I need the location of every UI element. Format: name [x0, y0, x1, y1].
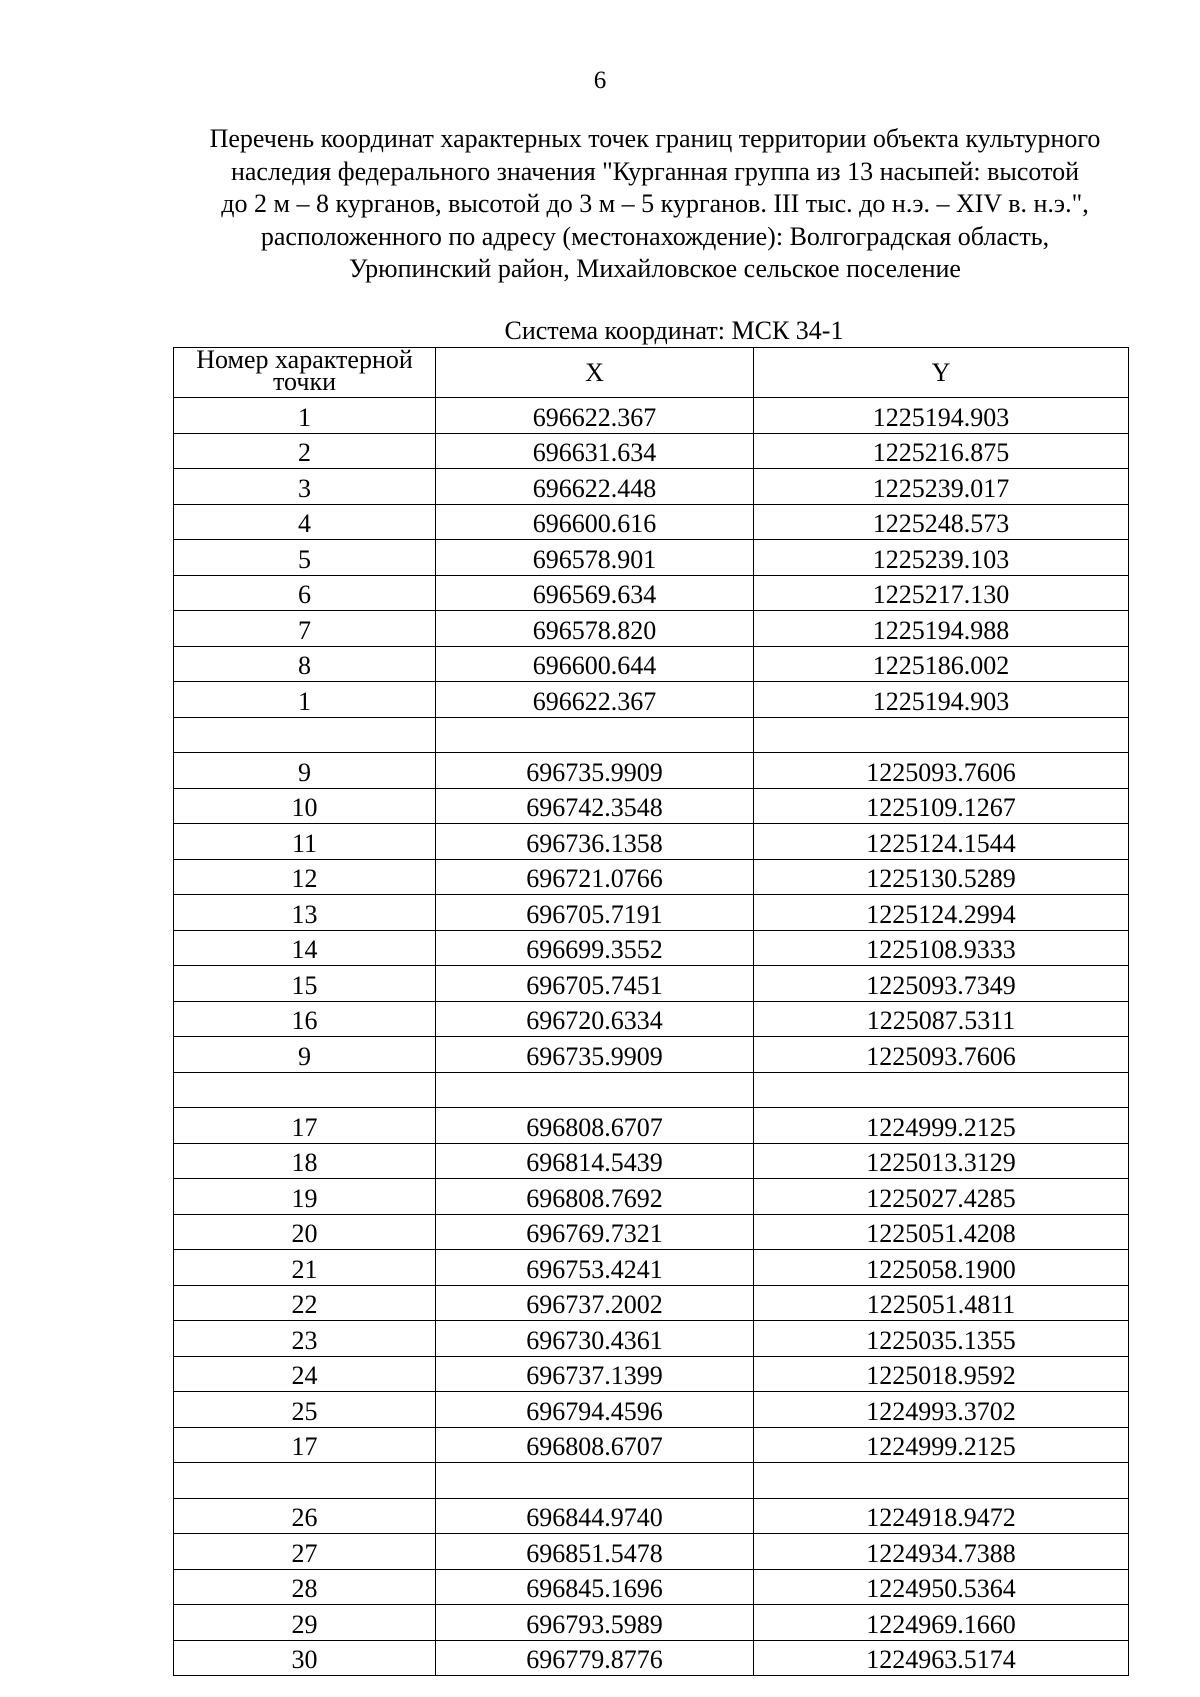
title-line: Перечень координат характерных точек границ территории объекта культурного [209, 124, 1101, 153]
cell-x: 696622.367 [436, 398, 754, 434]
cell-point-number: 6 [174, 575, 436, 611]
table-row [174, 1463, 1129, 1499]
cell-y: 1225124.1544 [754, 824, 1129, 860]
cell-point-number: 14 [174, 930, 436, 966]
cell-y [754, 1463, 1129, 1499]
cell-point-number: 12 [174, 859, 436, 895]
cell-x: 696622.448 [436, 469, 754, 505]
cell-point-number: 21 [174, 1250, 436, 1286]
table-row [174, 717, 1129, 753]
cell-x: 696569.634 [436, 575, 754, 611]
cell-point-number: 18 [174, 1143, 436, 1179]
cell-y: 1225239.017 [754, 469, 1129, 505]
table-row [174, 788, 1129, 824]
table-row [174, 575, 1129, 611]
cell-point-number: 5 [174, 540, 436, 576]
table-row [174, 398, 1129, 434]
document-title [155, 123, 1155, 286]
table-row [174, 433, 1129, 469]
cell-x: 696699.3552 [436, 930, 754, 966]
cell-point-number: 1 [174, 398, 436, 434]
table-row [174, 753, 1129, 789]
table-header-row [174, 348, 1129, 398]
cell-x: 696794.4596 [436, 1392, 754, 1428]
cell-y: 1224999.2125 [754, 1108, 1129, 1144]
cell-point-number: 7 [174, 611, 436, 647]
cell-x: 696737.2002 [436, 1285, 754, 1321]
table-row [174, 1143, 1129, 1179]
cell-point-number: 8 [174, 646, 436, 682]
cell-point-number [174, 1463, 436, 1499]
cell-x: 696808.6707 [436, 1427, 754, 1463]
cell-y: 1225035.1355 [754, 1321, 1129, 1357]
table-row [174, 1285, 1129, 1321]
cell-x [436, 1463, 754, 1499]
header-point-number-line1: Номер характерной [196, 347, 413, 374]
cell-point-number: 27 [174, 1534, 436, 1570]
table-row [174, 859, 1129, 895]
table-row [174, 1072, 1129, 1108]
cell-x: 696737.1399 [436, 1356, 754, 1392]
cell-x: 696622.367 [436, 682, 754, 718]
cell-x: 696808.7692 [436, 1179, 754, 1215]
cell-x: 696735.9909 [436, 1037, 754, 1073]
cell-point-number: 2 [174, 433, 436, 469]
cell-y [754, 717, 1129, 753]
cell-point-number: 24 [174, 1356, 436, 1392]
table-row [174, 682, 1129, 718]
table-row [174, 1321, 1129, 1357]
cell-x: 696844.9740 [436, 1498, 754, 1534]
cell-y: 1225194.903 [754, 398, 1129, 434]
table-row [174, 966, 1129, 1002]
cell-x: 696814.5439 [436, 1143, 754, 1179]
cell-point-number: 22 [174, 1285, 436, 1321]
cell-point-number: 30 [174, 1640, 436, 1676]
cell-x: 696705.7191 [436, 895, 754, 931]
table-row [174, 611, 1129, 647]
cell-point-number: 26 [174, 1498, 436, 1534]
cell-x: 696600.616 [436, 504, 754, 540]
cell-y: 1225130.5289 [754, 859, 1129, 895]
cell-point-number: 15 [174, 966, 436, 1002]
cell-y: 1225194.988 [754, 611, 1129, 647]
title-line: Урюпинский район, Михайловское сельское поселение [349, 254, 961, 283]
table-row [174, 1108, 1129, 1144]
cell-x: 696721.0766 [436, 859, 754, 895]
title-line: до 2 м – 8 курганов, высотой до 3 м – 5 курганов. III тыс. до н.э. – XIV в. н.э.", [221, 189, 1089, 218]
cell-y: 1224969.1660 [754, 1605, 1129, 1641]
cell-y: 1225087.5311 [754, 1001, 1129, 1037]
cell-x [436, 1072, 754, 1108]
cell-x: 696753.4241 [436, 1250, 754, 1286]
cell-y: 1225248.573 [754, 504, 1129, 540]
table-row [174, 646, 1129, 682]
table-row [174, 469, 1129, 505]
table-row [174, 1498, 1129, 1534]
header-x: X [436, 348, 754, 398]
cell-x: 696600.644 [436, 646, 754, 682]
cell-point-number: 19 [174, 1179, 436, 1215]
cell-y: 1225018.9592 [754, 1356, 1129, 1392]
cell-x: 696845.1696 [436, 1569, 754, 1605]
table-row [174, 1640, 1129, 1676]
cell-y: 1225093.7606 [754, 753, 1129, 789]
cell-point-number: 13 [174, 895, 436, 931]
cell-y: 1224999.2125 [754, 1427, 1129, 1463]
cell-point-number: 28 [174, 1569, 436, 1605]
cell-point-number: 11 [174, 824, 436, 860]
table-row [174, 1605, 1129, 1641]
cell-y: 1225058.1900 [754, 1250, 1129, 1286]
table-row [174, 1037, 1129, 1073]
cell-x: 696736.1358 [436, 824, 754, 860]
cell-y: 1225239.103 [754, 540, 1129, 576]
cell-x: 696769.7321 [436, 1214, 754, 1250]
cell-x: 696793.5989 [436, 1605, 754, 1641]
cell-y: 1225093.7606 [754, 1037, 1129, 1073]
table-row [174, 1392, 1129, 1428]
cell-point-number: 3 [174, 469, 436, 505]
table-row [174, 504, 1129, 540]
table-row [174, 1427, 1129, 1463]
cell-x: 696720.6334 [436, 1001, 754, 1037]
cell-y: 1224950.5364 [754, 1569, 1129, 1605]
cell-x: 696735.9909 [436, 753, 754, 789]
cell-y: 1225013.3129 [754, 1143, 1129, 1179]
cell-point-number: 17 [174, 1108, 436, 1144]
cell-y: 1225051.4811 [754, 1285, 1129, 1321]
cell-x: 696730.4361 [436, 1321, 754, 1357]
cell-point-number: 9 [174, 753, 436, 789]
cell-point-number: 17 [174, 1427, 436, 1463]
cell-y: 1225109.1267 [754, 788, 1129, 824]
cell-point-number: 29 [174, 1605, 436, 1641]
cell-point-number: 20 [174, 1214, 436, 1250]
cell-y [754, 1072, 1129, 1108]
title-line: наследия федерального значения "Курганная группа из 13 насыпей: высотой [230, 156, 1080, 186]
table-row [174, 1356, 1129, 1392]
cell-x: 696808.6707 [436, 1108, 754, 1144]
cell-x: 696705.7451 [436, 966, 754, 1002]
table-row [174, 1214, 1129, 1250]
page-number: 6 [593, 67, 607, 94]
cell-y: 1225216.875 [754, 433, 1129, 469]
cell-y: 1225051.4208 [754, 1214, 1129, 1250]
cell-point-number: 1 [174, 682, 436, 718]
table-row [174, 1001, 1129, 1037]
cell-point-number: 10 [174, 788, 436, 824]
cell-x: 696779.8776 [436, 1640, 754, 1676]
cell-point-number: 25 [174, 1392, 436, 1428]
cell-point-number: 9 [174, 1037, 436, 1073]
cell-y: 1225108.9333 [754, 930, 1129, 966]
cell-point-number [174, 717, 436, 753]
cell-x: 696851.5478 [436, 1534, 754, 1570]
cell-x: 696742.3548 [436, 788, 754, 824]
cell-y: 1224934.7388 [754, 1534, 1129, 1570]
cell-point-number: 23 [174, 1321, 436, 1357]
cell-y: 1225186.002 [754, 646, 1129, 682]
cell-y: 1224918.9472 [754, 1498, 1129, 1534]
header-point-number [174, 348, 436, 398]
cell-y: 1224963.5174 [754, 1640, 1129, 1676]
table-row [174, 1569, 1129, 1605]
cell-y: 1225194.903 [754, 682, 1129, 718]
cell-y: 1225027.4285 [754, 1179, 1129, 1215]
cell-point-number: 4 [174, 504, 436, 540]
table-row [174, 1250, 1129, 1286]
coordinates-table-body [174, 398, 1129, 1676]
cell-y: 1225124.2994 [754, 895, 1129, 931]
cell-y: 1224993.3702 [754, 1392, 1129, 1428]
cell-x [436, 717, 754, 753]
table-row [174, 895, 1129, 931]
cell-x: 696578.820 [436, 611, 754, 647]
header-y: Y [754, 348, 1129, 398]
cell-y: 1225217.130 [754, 575, 1129, 611]
cell-y: 1225093.7349 [754, 966, 1129, 1002]
table-row [174, 824, 1129, 860]
header-point-number-line2: точки [273, 367, 336, 396]
table-row [174, 1534, 1129, 1570]
cell-point-number [174, 1072, 436, 1108]
cell-x: 696631.634 [436, 433, 754, 469]
coordinates-table [173, 347, 1129, 1676]
coordinate-system-label: Система координат: МСК 34-1 [504, 316, 844, 345]
table-row [174, 540, 1129, 576]
cell-point-number: 16 [174, 1001, 436, 1037]
table-row [174, 930, 1129, 966]
table-row [174, 1179, 1129, 1215]
title-line: расположенного по адресу (местонахождение): Волгоградская область, [260, 221, 1050, 251]
cell-x: 696578.901 [436, 540, 754, 576]
